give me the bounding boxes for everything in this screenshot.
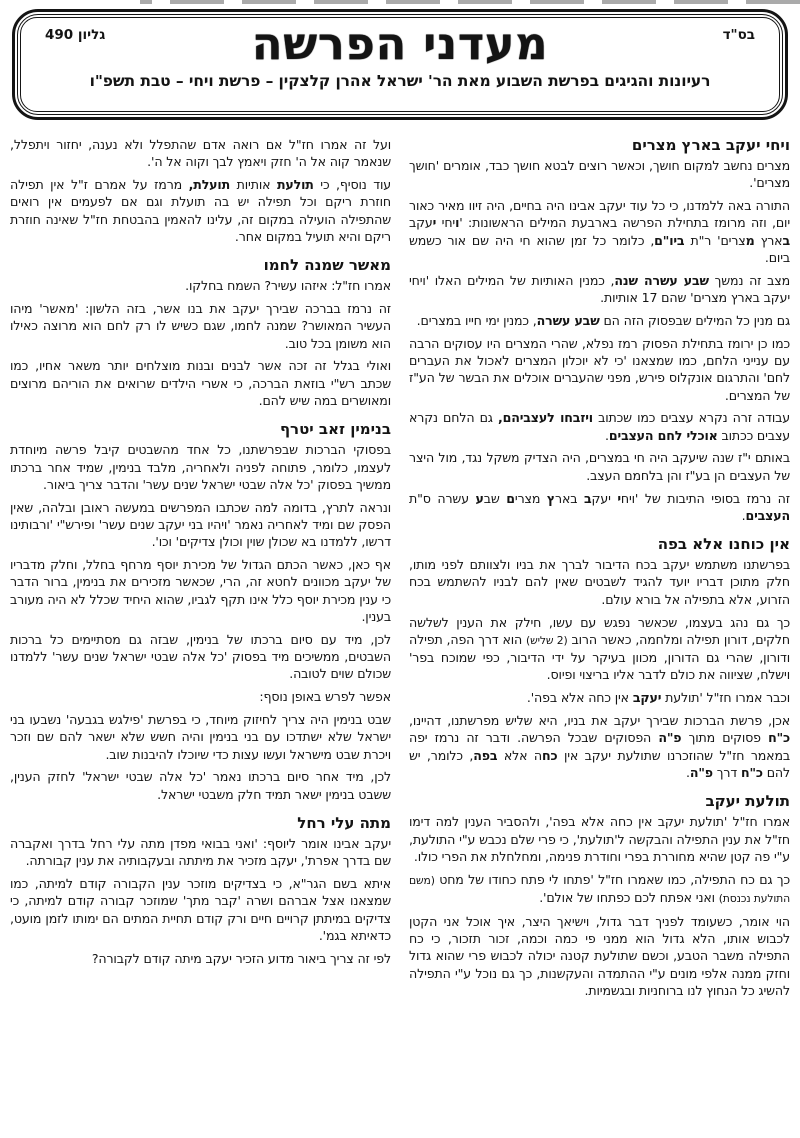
text-run: אין כחה אלא בפה'. [526,690,633,706]
bold-text-run: שבע עשרה שנה [614,272,709,288]
text-run: צרים' ר"ת [684,232,746,248]
text-run: ה אלא [497,747,542,763]
bold-text-run: יעקב [632,690,662,706]
section-heading: אין כוחנו אלא בפה [657,535,790,554]
paragraph [409,197,790,266]
paragraph [409,556,790,608]
text-run: מצב זה נמשך [708,272,790,288]
text-run: , כלומר כל זמן שהוא חי היה שם אור כשמש ביום. [409,232,790,265]
text-run: הוי אומר, כשעומד לפניך דבר גדול, וישיאך היצר, איך אוכל אני הקטן לכבוש אותו, הלא גדול הוא ממני פי כמה וכמה, זכור תזכור, כי כח התפילה משבר הטבע, וכשם שתולעת קטנה יכולה לכבוש פרי שהוא גדול וחזק ממנה אלפי מונים ע"י ההתמדה והעקשנות, כך גם נוכל ע"י התפילה להשיג כל הנחוץ לנו ברוחניות ובגשמיות. [409,913,790,998]
paragraph [409,712,790,781]
bold-text-run: ע [475,490,484,506]
bold-text-run: שבע עשרה [536,312,600,328]
text-run: , כלומר, יש להם [409,747,790,780]
text-run: פסוקים מתוך [681,730,769,746]
text-run: מצרים נחשב למקום חושך, וכאשר רוצים לבטא חושך כבד, אומרים 'חושך מצרים'. [409,158,790,191]
header-box [12,9,788,120]
header-border-inner [20,17,780,112]
paragraph [10,176,391,245]
bold-text-run: י [432,215,437,231]
text-run: עבודה זרה נקרא עצבים כמו שכתוב [592,410,790,426]
bold-text-run: ב [782,232,790,248]
paragraph [10,136,391,171]
paragraph [10,875,391,944]
paragraph [409,335,790,404]
text-run: ואני אפתח לכם כפתחו של אולם'. [539,889,719,905]
paragraph [409,312,790,329]
section-heading: תולעת יעקב [705,792,790,811]
text-run: זה נרמז בברכה שבירך יעקב את בנו אשר, בזה הלשון: 'מאשר' מיהו העשיר המאושר? שמנה לחמו, שגם כשיש לו רק לחם הוא מרוצה כאילו הוא משומן בכל טוב. [10,301,391,351]
paragraph [409,490,790,525]
bold-text-run: ו [455,215,460,231]
bold-text-run: פ"ה [689,764,713,780]
content-columns [10,136,790,1132]
text-run: , כמנין ימי חייו במצרים. [416,312,537,328]
text-run: לכן, מיד אחר סיום ברכתו נאמר 'כל אלה שבטי ישראל' לחזק הענין, ששבט בנימין ישאר תמיד חלק משבטי ישראל. [10,769,391,802]
text-run: . [605,427,609,443]
bold-text-run: ב [584,490,592,506]
text-run: בפרשתנו משתמש יעקב בכח הדיבור לברך את בניו ולצוותם לפני מותו, חלק מתוכן דבריו יועד להגיד לשבטים שאין להם לבניו להשתמש בכח הזרוע, אלא בתפילה אל בורא עולם. [409,557,790,607]
text-run: מצרי [514,490,547,506]
paragraph [10,711,391,763]
text-run: גם הלחם נקרא עצבים ככתוב [409,410,790,443]
bold-text-run: ביו"ם [654,232,685,248]
bold-text-run: העצבים [745,507,790,523]
text-run: כך גם כח התפילה, כמו שאמרו חז"ל 'פתחו לי פתח כחודו של מחט [434,871,790,887]
text-run: עקב [409,215,433,231]
bold-text-run: ם [506,490,515,506]
text-run: לפי זה צריך ביאור מדוע הזכיר יעקב מיתה קודם לקבורה? [91,950,391,966]
text-run: התורה באה ללמדנו, כי כל עוד יעקב אבינו היה בחיים, היה זיוו מאיר כאור יום, וזה מרומז בתחילת הפרשה בארבעת המילים הראשונות: ' [409,198,790,231]
text-run: באר [555,490,585,506]
text-run: אמרו חז"ל 'תולעת יעקב אין כחה אלא בפה', ולהסביר הענין למה דימו חז"ל את ענין התפילה והבקשה ל'תולעת', כי פרי שלם נכבש ע"י התולעת, ע"י פה קטן שהיא מחוררת בפרי וחודרת פנימה, ומחלחלת את הפרי כולו. [409,814,790,864]
section-heading: ויחי יעקב בארץ מצרים [631,136,790,154]
paragraph [409,913,790,999]
paragraph [409,157,790,192]
text-run: ועל זה אמרו חז"ל אם רואה אדם שהתפלל ולא נענה, יחזור ויתפלל, שנאמר קוה אל ה' חזק ויאמץ לבך וקוה אל ה'. [10,137,391,170]
text-run: גם מנין כל המילים שבפסוק הזה הם [599,312,790,328]
paragraph [409,871,790,908]
text-run: בפסוקי הברכות שבפרשתנו, כל אחד מהשבטים קיבל פרשה מיוחדת לעצמו, כלומר, פתוחה לפניה ולאחריה, מלבד בנימין, שמיד אחר ברכתו ממשיך בפסוק 'כל אלה שבטי ישראל שנים עשר' והדבר צריך ביאור. [10,442,391,492]
bold-text-run: כח [542,747,558,763]
text-run: . [686,764,690,780]
text-run: איתא בשם הגר"א, כי בצדיקים מוזכר ענין הקבורה קודם למיתה, כמו שמצאנו אצל אברהם ושרה 'קבר מתך' שמוזכר קבורה קודם למיתה, כי צדיקים במיתתן קרויים חיים ורק קודם תחיית המתים הם ימותו לזמן מועט, כדאיתא בגמ'. [10,876,391,943]
text-run: יעק [591,490,618,506]
text-run: כמו כן ירומז בתחילת הפסוק רמז נפלא, שהרי המצרים היו עסוקים הרבה עם ענייני הלחם, כמו שמצאנו 'כי לא יוכלון המצרים לאכול את העברים לחם' והתרגום אונקלוס פירש, מפני שהעברים אוכלים את הבשר של הע"ז של המצרים. [409,335,790,403]
text-run: הפסוקים שבכל הפרשה. ודבר זה נרמז יפה במאמר חז"ל שהוזכרנו שתולעת יעקב אין [409,730,790,763]
bold-text-run: כ"ח [768,730,790,746]
bold-text-run: תולעת [276,177,314,193]
paragraph [409,614,790,684]
section-heading: מתה עלי רחל [297,814,391,832]
small-text-run: (2 שליש) [526,633,568,647]
text-run: עשרה ס"ת [409,490,476,506]
page-subtitle: רעיונות והגיגים בפרשת השבוע מאת הר' ישראל אהרן קלצקין – פרשת ויחי – טבת תשפ"ו [89,72,711,90]
text-run: לכן, מיד עם סיום ברכתו של בנימין, שבזה גם מסתיימים כל ברכות השבטים, ממשיכים מיד בפסוק 'כל אלה שבטי ישראל שנים עשר' ללמדנו שכולם שוים לטובה. [10,631,391,682]
bold-text-run: ויזבחו לעצביהם, [497,410,593,426]
paragraph [10,835,391,870]
paragraph [10,556,391,625]
text-run: אף כאן, כאשר הכתם הגדול של מכירת יוסף מרחף בחלל, וחלק מדבריו של יעקב מכוונים לחטא זה, הרי, שכאשר מזכירים את בנימין, ברור הדבר כי ענין מכירת יוסף כלל אינו תקף לגביו, שהוא היחיד שכלל לא היה מעורב בענין. [10,557,391,625]
bold-text-run: תועלת, [188,177,231,193]
text-run: אותיות [230,177,277,193]
issue-number: גליון 490 [45,27,106,43]
text-run: ארץ [754,232,783,248]
text-run: כך גם נהג בעצמו, שכאשר נפגש עם עשו, חילק את הענין לשלשה חלקים, דורון תפילה ומלחמה, כאשר הרוב [409,614,790,647]
paragraph [409,272,790,307]
text-run: יעקב אבינו אומר ליוסף: 'ואני בבואי מפדן מתה עלי רחל בדרך ואקברה שם בדרך אפרת', יעקב מזכיר את מיתתה ובעקבותיה את ענין קבורתה. [10,836,391,869]
text-run: ונראה לתרץ, בדומה למה שכתבו המפרשים במעשה ראובן ובלהה, שאין הפסק שם ומיד לאחריה נאמר 'ויהיו בני יעקב שנים עשר' ופירש"י 'ורבותינו דרשו, ללמדנו בא שכולן שוין וכולן צדיקים' וכו'. [10,499,391,550]
text-run: באותם י"ז שנה שיעקב היה חי במצרים, היה הצדיק משקל נגד, מול היצר של העצבים הן בע"ז והן בלחמם העצב. [409,450,790,483]
bold-text-run: אוכלי לחם העצבים [608,427,718,443]
bsd-label: בס"ד [722,27,755,43]
text-run: מרמז על אמרם ז"ל אין תפילה חוזרת ריקם וכל תפילה יש בה תועלת וגם אם לפעמים אין רואים שהתפילה הועילה במקום זה, עלינו להאמין בהבטחת חז"ל שאינה חוזרת ריקם והיא תועיל במקום אחר. [10,177,391,244]
paragraph [10,441,391,493]
text-run: אפשר לפרש באופן נוסף: [259,689,391,705]
bold-text-run: פ"ה [658,730,682,746]
paragraph [10,277,391,294]
paragraph [10,357,391,409]
text-run: אמרו חז"ל: איזהו עשיר? השמח בחלקו. [185,278,391,294]
text-run: , כמנין האותיות של המילים האלו 'ויחי יעקב בארץ מצרים' שהם 17 אותיות. [409,272,790,306]
paragraph [409,813,790,865]
column-left [10,136,391,1132]
paragraph [10,950,391,967]
paragraph [10,631,391,683]
text-run: . [741,507,746,523]
text-run: שבט בנימין היה צריך לחיזוק מיוחד, כי בפרשת 'פילגש בגבעה' נשבעו בני ישראל שלא ישתדכו עם בני בנימין והיה חשש שלא ישאר להם שם וזכר ויכרת שבט מישראל ועשו עצות כדי שיוכלו להיבנות שוב. [10,712,391,762]
text-run: דרך [712,764,741,780]
scan-artifact [140,0,800,4]
page-title: מעדני הפרשה [251,17,549,70]
text-run: עוד נוסיף, כי [313,177,391,193]
bold-text-run: ץ [546,490,556,506]
text-run: ואולי בגלל זה זכה אשר לבנים ובנות מוצלחים יותר משאר אחיו, כמו שכתב רש"י בוזאת הברכה, כי אשרי הילדים שרואים את הוריהם מרוצים ומאושרים במה שיש להם. [10,358,391,409]
paragraph [409,409,790,444]
text-run: שב [483,490,507,506]
paragraph [10,688,391,705]
section-heading: מאשר שמנה לחמו [263,256,391,275]
header-border-middle [17,14,783,115]
paragraph [10,499,391,551]
section-heading: בנימין זאב יטרף [279,420,391,439]
text-run: יחי [436,215,456,231]
text-run: אכן, פרשת הברכות שבירך יעקב את בניו, היא שליש מפרשתנו, דהיינו, [409,713,790,729]
bold-text-run: מ [745,232,755,248]
small-text-run: (משם התולעת נכנסת) [409,873,790,905]
paragraph [409,449,790,484]
bold-text-run: בפה [473,747,498,763]
text-run: זה נרמז בסופי התיבות של 'ויח [620,490,790,506]
bold-text-run: כ"ח [740,764,763,780]
paragraph [409,689,790,706]
text-run: וכבר אמרו חז"ל 'תולעת [661,690,790,706]
column-right [409,136,790,1132]
bold-text-run: י [617,490,621,506]
paragraph [10,300,391,352]
paragraph [10,768,391,803]
text-run: הוא דרך הפה, תפילה ודורון, שהרי גם הדורון, מכוון בעיקר על ידי הדיבור, כפי שמוכח בפר' וישלח, שציווה את כולם לדבר אליו בריצוי ופיוס. [409,631,790,683]
